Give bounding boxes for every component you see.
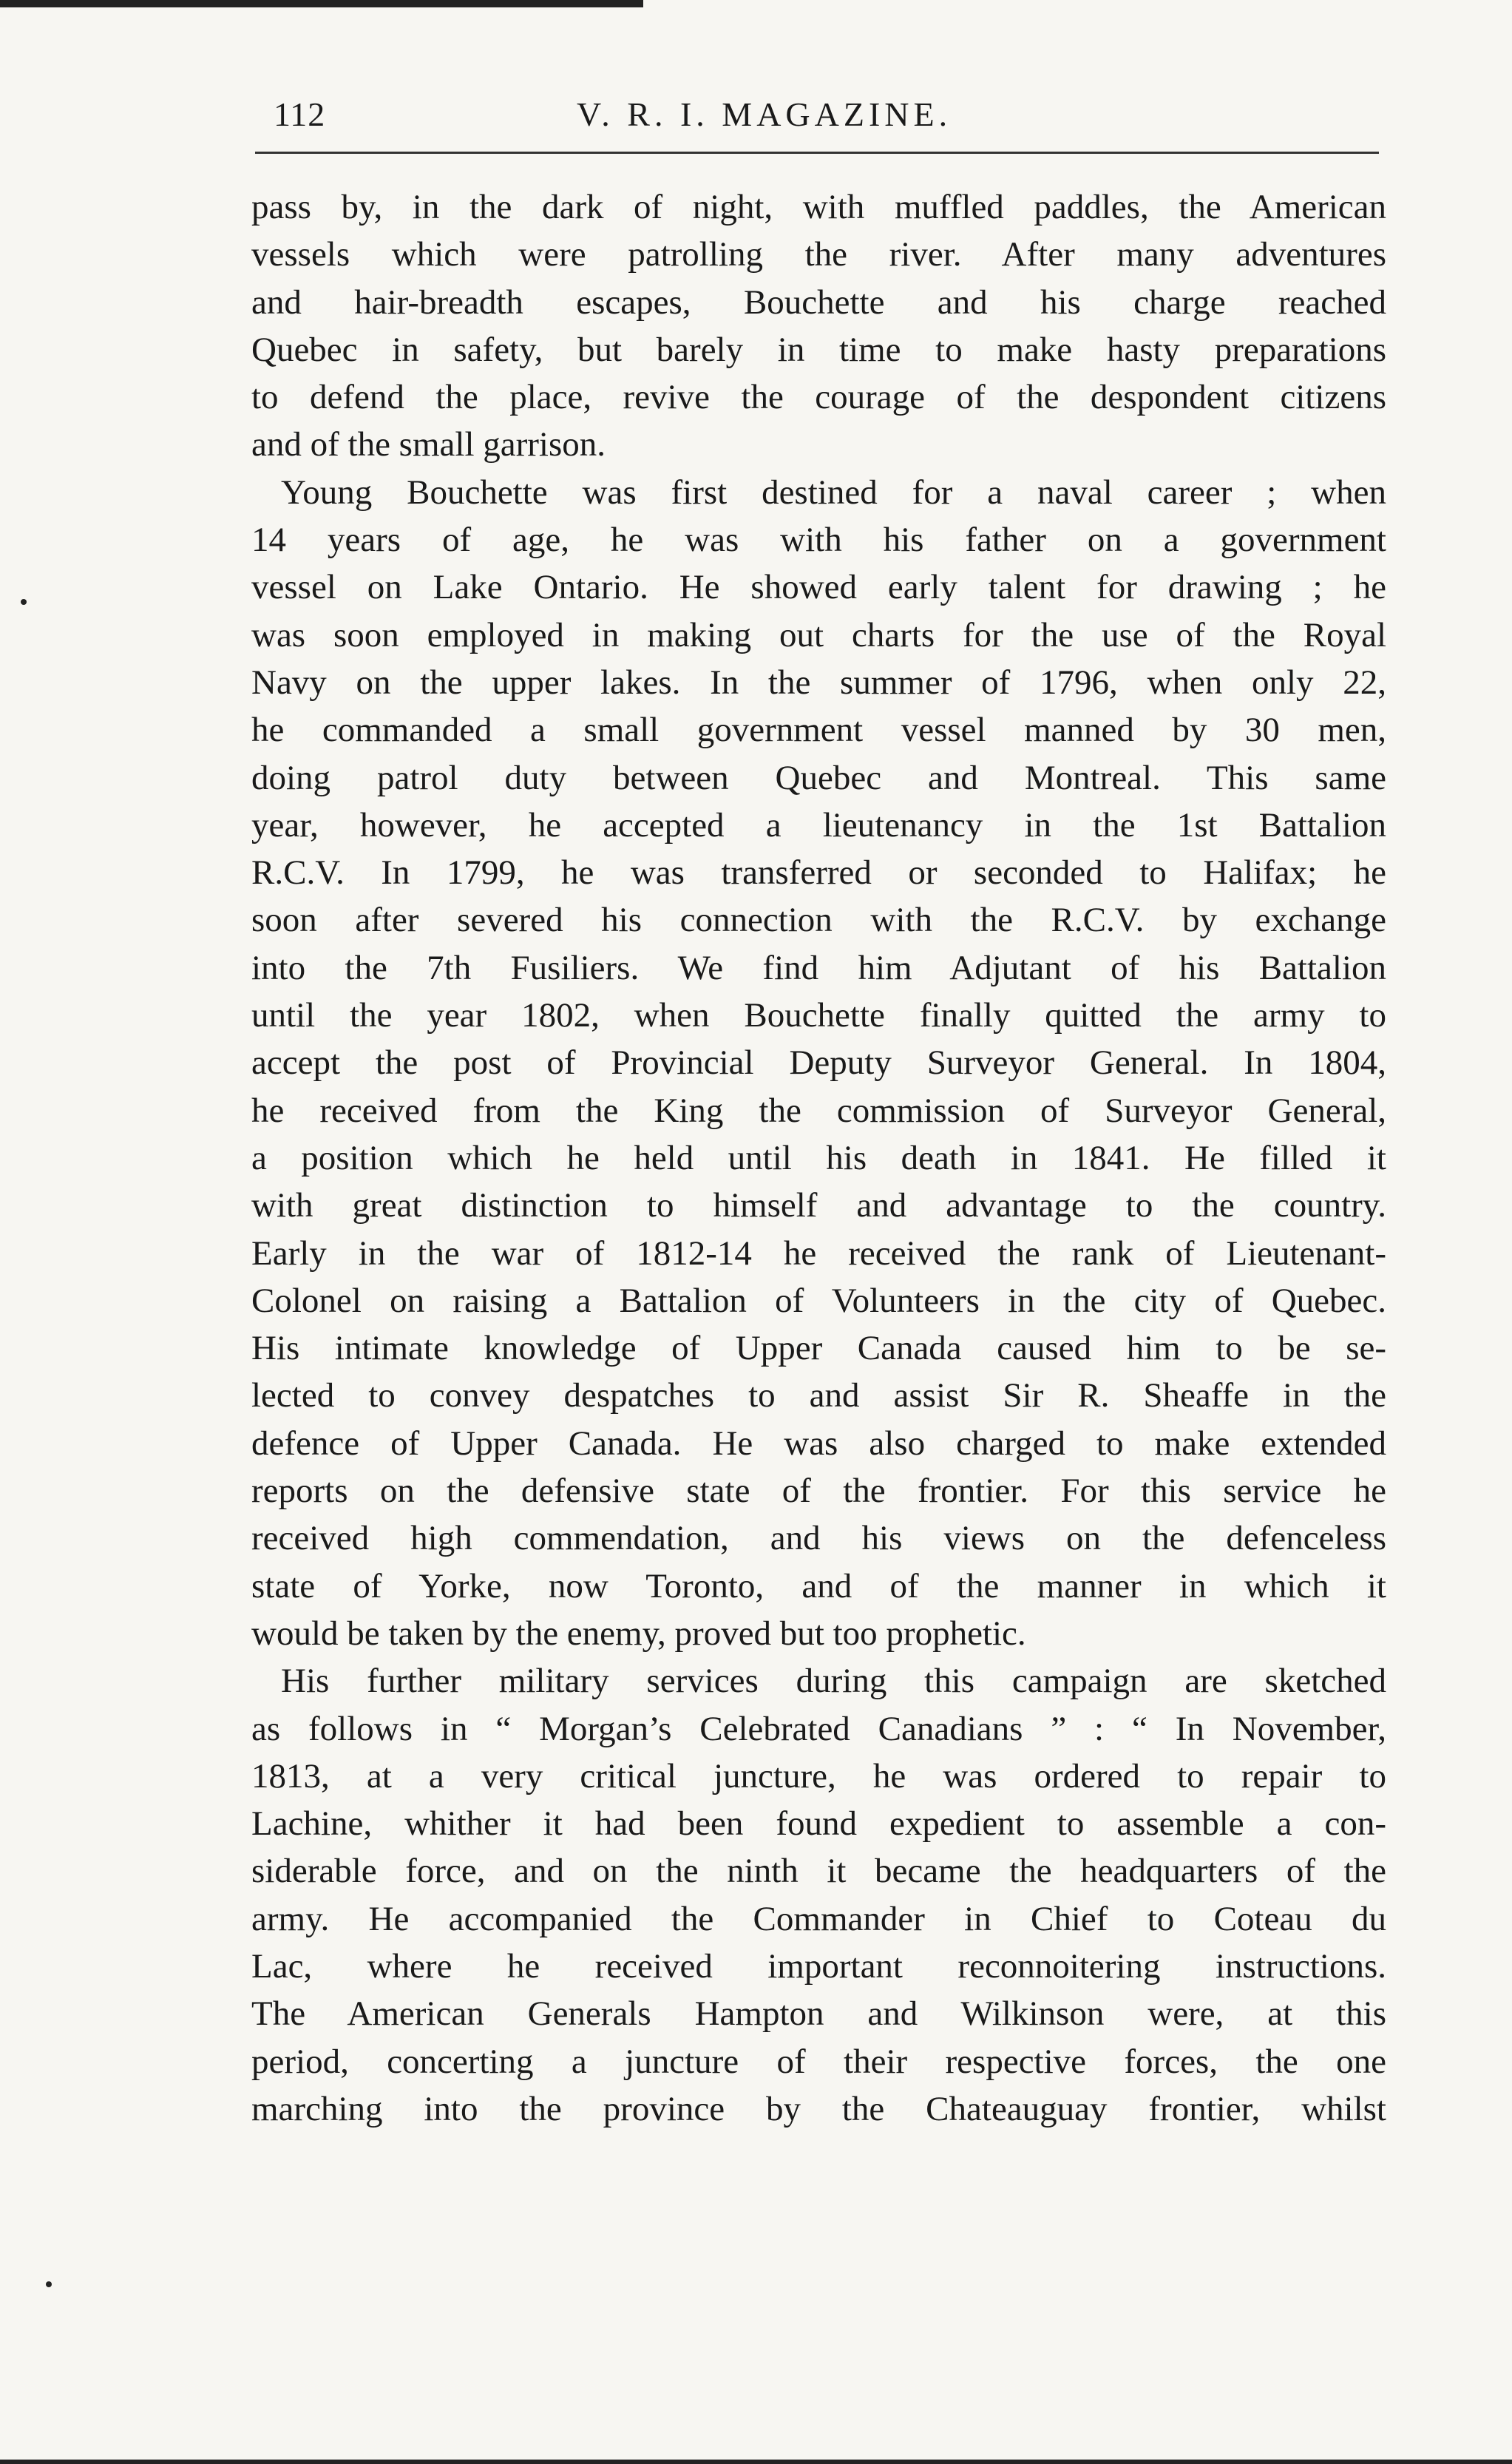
text-line: he received from the King the commission of Surveyor General, [251,1091,1386,1130]
text-line: was soon employed in making out charts for the use of the Royal [251,615,1386,654]
header-rule [255,152,1379,154]
text-line: soon after severed his connection with the R.C.V. by exchange [251,901,1386,940]
text-line: a position which he held until his death in 1841. He filled it [251,1138,1386,1177]
text-line: with great distinction to himself and advantage to the country. [251,1186,1386,1225]
page-header [251,95,1383,139]
text-line: The American Generals Hampton and Wilkinson were, at this [251,1994,1386,2034]
text-line: and of the small garrison. [251,425,606,464]
text-line: 1813, at a very critical juncture, he was ordered to repair to [251,1756,1386,1795]
text-line: pass by, in the dark of night, with muffled paddles, the American [251,188,1386,226]
text-line: Young Bouchette was first destined for a naval career ; when [281,473,1386,512]
text-line: until the year 1802, when Bouchette finally quitted the army to [251,996,1386,1035]
text-line: 14 years of age, he was with his father on a government [251,521,1386,560]
text-line: marching into the province by the Chateauguay frontier, whilst [251,2089,1386,2128]
text-line: and hair-breadth escapes, Bouchette and his charge reached [251,282,1386,322]
text-line: Colonel on raising a Battalion of Volunteers in the city of Quebec. [251,1281,1386,1320]
text-line: year, however, he accepted a lieutenancy in the 1st Battalion [251,805,1386,845]
text-line: Quebec in safety, but barely in time to make hasty preparations [251,330,1386,369]
text-line: doing patrol duty between Quebec and Montreal. This same [251,758,1386,797]
running-title: V. R. I. MAGAZINE. [577,95,952,133]
text-line: state of Yorke, now Toronto, and of the manner in which it [251,1566,1386,1605]
text-line: received high commendation, and his views on the defenceless [251,1519,1386,1558]
bottom-rule [0,2460,1512,2464]
text-line: Navy on the upper lakes. In the summer of 1796, when only 22, [251,663,1386,702]
text-line: siderable force, and on the ninth it became the headquarters of the [251,1852,1386,1891]
page-number: 112 [274,95,326,133]
text-line: would be taken by the enemy, proved but too prophetic. [251,1614,1026,1653]
text-line: he commanded a small government vessel manned by 30 men, [251,711,1386,750]
text-line: period, concerting a juncture of their respective forces, the one [251,2042,1386,2081]
text-line: R.C.V. In 1799, he was transferred or seconded to Halifax; he [251,853,1386,893]
top-rule [0,0,643,7]
text-line: His further military services during this campaign are sketched [281,1662,1386,1701]
text-line: as follows in “ Morgan’s Celebrated Canadians ” : “ In November, [251,1709,1386,1748]
text-line: accept the post of Provincial Deputy Surveyor General. In 1804, [251,1043,1386,1083]
article-body [251,183,1386,2133]
text-line: Lachine, whither it had been found expedient to assemble a con- [251,1804,1386,1844]
text-line: Early in the war of 1812-14 he received the rank of Lieutenant- [251,1233,1386,1273]
text-line: army. He accompanied the Commander in Chief to Coteau du [251,1899,1386,1938]
text-line: His intimate knowledge of Upper Canada caused him to be se- [251,1329,1386,1368]
text-line: to defend the place, revive the courage of the despondent citizens [251,378,1386,417]
margin-mark [21,599,27,605]
text-line: vessels which were patrolling the river. After many adventures [251,235,1386,274]
text-line: Lac, where he received important reconnoitering instructions. [251,1946,1386,1986]
text-line: defence of Upper Canada. He was also charged to make extended [251,1424,1386,1463]
margin-mark [46,2281,52,2287]
text-line: into the 7th Fusiliers. We find him Adjutant of his Battalion [251,948,1386,987]
text-line: lected to convey despatches to and assist Sir R. Sheaffe in the [251,1376,1386,1415]
text-line: vessel on Lake Ontario. He showed early talent for drawing ; he [251,568,1386,607]
text-line: reports on the defensive state of the frontier. For this service he [251,1472,1386,1511]
